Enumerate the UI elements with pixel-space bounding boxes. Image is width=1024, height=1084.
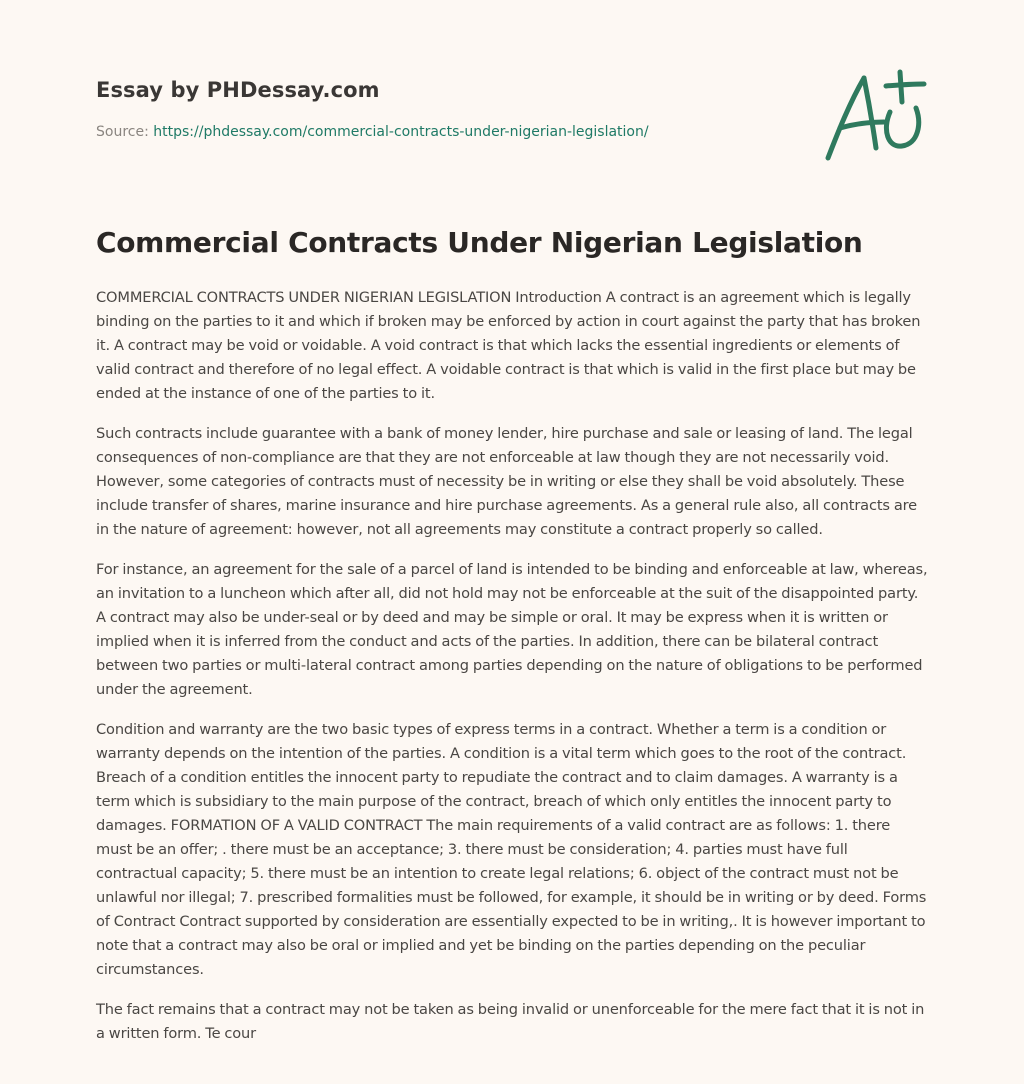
source-link[interactable]: https://phdessay.com/commercial-contracts-under-nigerian-legislation/ [153, 124, 649, 140]
document-title: Commercial Contracts Under Nigerian Legislation [96, 226, 863, 259]
paragraph: Such contracts include guarantee with a bank of money lender, hire purchase and sale or leasing of land. The legal consequences of non-compliance are that they are not enforceable at law though they are not necessarily void. However, some categories of contracts must of necessity be in writing or else they shall be void absolutely. These include transfer of shares, marine insurance and hire purchase agreements. As a general rule also, all contracts are in the nature of agreement: however, not all agreements may constitute a contract properly so called. [96, 425, 918, 538]
paragraph: Condition and warranty are the two basic types of express terms in a contract. Whether a term is a condition or warranty depends on the intention of the parties. A condition is a vital term which goes to the root of the contract. Breach of a condition entitles the innocent party to repudiate the contract and to claim damages. A warranty is a term which is subsidiary to the main purpose of the contract, breach of which only entitles the innocent party to damages. FORMATION OF A VALID CONTRACT The main requirements of a valid contract are as follows: 1. there must be an offer; . there must be an acceptance; 3. there must be consideration; 4. parties must have full contractual capacity; 5. there must be an intention to create legal relations; 6. object of the contract must not be unlawful nor illegal; 7. prescribed formalities must be followed, for example, it should be in writing or by deed. Forms of Contract Contract supported by consideration are essentially expected to be in writing,. It is however important to note that a contract may also be oral or implied and yet be binding on the parties depending on the peculiar circumstances. [96, 721, 927, 978]
a-plus-grade-logo-icon [824, 68, 928, 164]
document-body [96, 286, 928, 1062]
paragraph: COMMERCIAL CONTRACTS UNDER NIGERIAN LEGISLATION Introduction A contract is an agreement which is legally binding on the parties to it and which if broken may be enforced by action in court against the party that has broken it. A contract may be void or voidable. A void contract is that which lacks the essential ingredients or elements of valid contract and therefore of no legal effect. A voidable contract is that which is valid in the first place but may be ended at the instance of one of the parties to it. [96, 289, 921, 402]
essay-page [96, 0, 928, 1042]
page-header [96, 0, 928, 196]
paragraph: The fact remains that a contract may not be taken as being invalid or unenforceable for the mere fact that it is not in a written form. Te cour [96, 1001, 925, 1042]
paragraph: For instance, an agreement for the sale of a parcel of land is intended to be binding and enforceable at law, whereas, an invitation to a luncheon which after all, did not hold may not be enforceable at the suit of the disappointed party. A contract may also be under-seal or by deed and may be simple or oral. It may be express when it is written or implied when it is inferred from the conduct and acts of the parties. In addition, there can be bilateral contract between two parties or multi-lateral contract among parties depending on the nature of obligations to be performed under the agreement. [96, 561, 928, 698]
site-title: Essay by PHDessay.com [96, 78, 380, 102]
source-label: Source: [96, 124, 154, 140]
source-line [96, 124, 649, 140]
